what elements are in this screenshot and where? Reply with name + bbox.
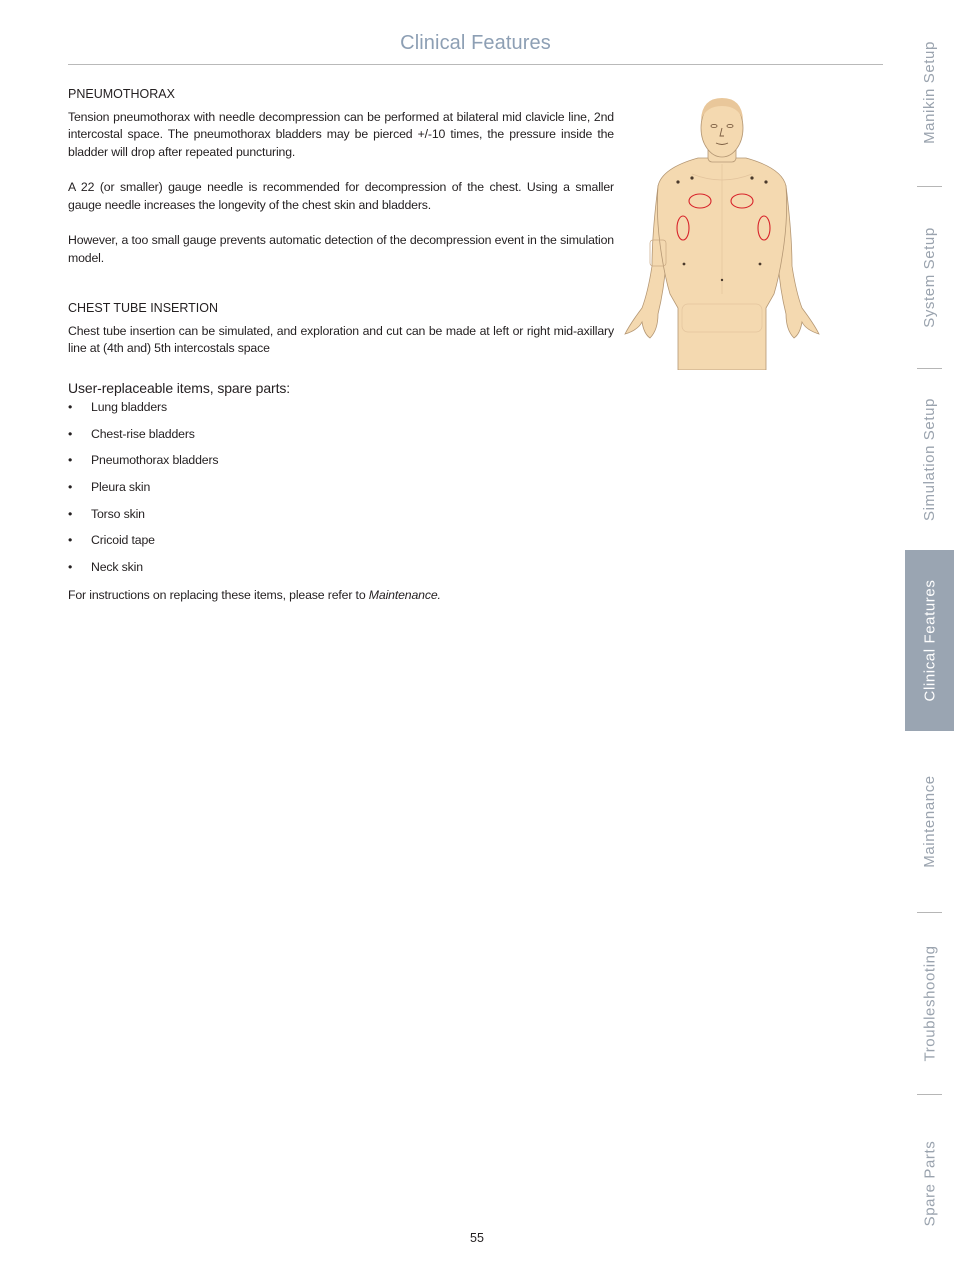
tab-label: Manikin Setup (921, 41, 939, 144)
tab-spare-parts[interactable] (905, 1095, 954, 1272)
tab-label: Troubleshooting (921, 945, 939, 1062)
note-text: For instructions on replacing these items, please refer to (68, 587, 369, 602)
list-item-label: Pleura skin (91, 480, 151, 495)
bullet: • (68, 533, 73, 548)
page-title: Clinical Features (400, 32, 551, 54)
tab-label: Simulation Setup (921, 397, 939, 522)
tab-troubleshooting[interactable] (905, 913, 954, 1094)
bullet: • (68, 480, 73, 495)
list-item-label: Neck skin (91, 560, 143, 575)
list-item (68, 532, 614, 559)
section-tabs (905, 0, 954, 1272)
bullet: • (68, 506, 73, 521)
pneumothorax-paragraph-2: A 22 (or smaller) gauge needle is recommended for decompression of the chest. Using a smaller gauge needle increases the longevity of the chest skin and bladders. (68, 180, 614, 212)
bullet: • (68, 560, 73, 575)
list-item-label: Lung bladders (91, 400, 167, 414)
maintenance-link[interactable]: Maintenance. (368, 587, 441, 602)
page-number: 55 (470, 1231, 484, 1245)
list-item-label: Chest-rise bladders (91, 426, 195, 441)
pneumothorax-paragraph-3: However, a too small gauge prevents automatic detection of the decompression event in the simulation model. (68, 233, 614, 265)
list-item (68, 399, 614, 426)
spare-parts-heading: User-replaceable items, spare parts: (68, 379, 291, 396)
list-item-label: Pneumothorax bladders (91, 453, 219, 468)
tab-label: Maintenance (921, 775, 938, 868)
pneumothorax-heading: PNEUMOTHORAX (68, 87, 175, 101)
pneumothorax-paragraph-1: Tension pneumothorax with needle decompression can be performed at bilateral mid clavicle line, 2nd intercostal space. The pneumothorax bladders may be pierced +/-10 times, the pressure inside the bladder will drop after repeated puncturing. (68, 109, 614, 159)
chest-tube-paragraph: Chest tube insertion can be simulated, and exploration and cut can be made at left or right mid-axillary line at (4th and) 5th intercostals space (68, 323, 614, 355)
list-item (68, 479, 614, 506)
tab-manikin-setup[interactable] (905, 0, 954, 185)
tab-clinical-features[interactable] (905, 550, 954, 731)
list-item-label: Torso skin (91, 506, 145, 521)
bullet: • (68, 426, 73, 441)
spare-parts-list (68, 399, 614, 586)
manikin-torso-illustration (622, 94, 822, 370)
tab-label: Spare Parts (921, 1140, 938, 1227)
tab-simulation-setup[interactable] (905, 369, 954, 550)
maintenance-note (68, 587, 614, 605)
tab-maintenance[interactable] (905, 731, 954, 912)
list-item (68, 452, 614, 479)
list-item (68, 506, 614, 533)
chest-tube-heading: CHEST TUBE INSERTION (68, 301, 219, 315)
bullet: • (68, 453, 73, 468)
tab-label: Clinical Features (921, 579, 939, 702)
list-item-label: Cricoid tape (91, 533, 155, 548)
tab-system-setup[interactable] (905, 187, 954, 368)
list-item (68, 559, 614, 586)
bullet: • (68, 400, 73, 414)
page-header (68, 30, 883, 65)
main-content (68, 86, 614, 604)
tab-label: System Setup (921, 227, 939, 328)
list-item (68, 426, 614, 453)
